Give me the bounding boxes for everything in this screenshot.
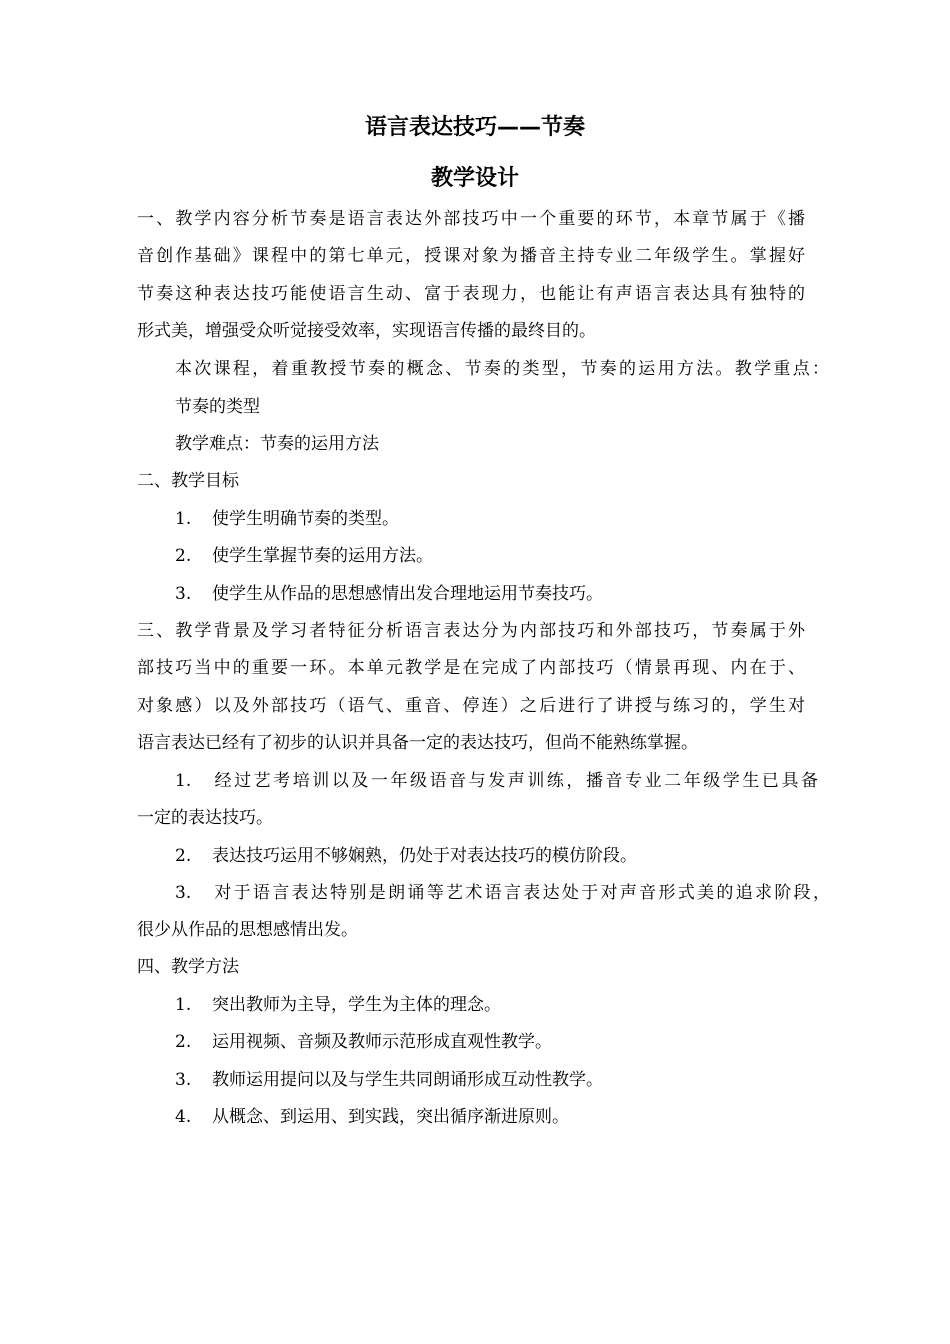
section1-para2-line-1: 本次课程，着重教授节奏的概念、节奏的类型，节奏的运用方法。教学重点： <box>175 359 829 379</box>
section3-item-3-continued: 很少从作品的思想感情出发。 <box>137 920 358 940</box>
document-title: 语言表达技巧——节奏 <box>364 115 585 140</box>
section2-heading: 二、教学目标 <box>137 471 239 491</box>
item-text: 经过艺考培训以及一年级语音与发声训练，播音专业二年级学生已具备 <box>212 771 818 791</box>
section2-item-3 <box>175 582 603 606</box>
document-subtitle: 教学设计 <box>430 166 519 191</box>
section3-item-1-continued: 一定的表达技巧。 <box>137 808 273 828</box>
item-number: 3. <box>175 883 192 903</box>
section4-item-4 <box>175 1105 569 1129</box>
section3-line-2: 部技巧当中的重要一环。本单元教学是在完成了内部技巧（情景再现、内在于、 <box>137 658 805 678</box>
item-number: 4. <box>175 1107 192 1127</box>
item-number: 1. <box>175 995 192 1015</box>
item-text: 表达技巧运用不够娴熟，仍处于对表达技巧的模仿阶段。 <box>212 846 637 866</box>
item-number: 2. <box>175 546 192 566</box>
item-number: 3. <box>175 1070 192 1090</box>
section3-item-3 <box>175 881 830 905</box>
item-text: 对于语言表达特别是朗诵等艺术语言表达处于对声音形式美的追求阶段， <box>212 883 830 903</box>
section3-item-1 <box>175 769 818 793</box>
item-text: 使学生明确节奏的类型。 <box>212 509 399 529</box>
item-number: 3. <box>175 584 192 604</box>
item-number: 1. <box>175 771 192 791</box>
item-text: 使学生从作品的思想感情出发合理地运用节奏技巧。 <box>212 584 603 604</box>
section2-item-2 <box>175 544 433 568</box>
item-number: 2. <box>175 846 192 866</box>
section4-item-1 <box>175 993 501 1017</box>
item-text: 突出教师为主导，学生为主体的理念。 <box>212 995 501 1015</box>
section4-item-3 <box>175 1068 603 1092</box>
section3-item-2 <box>175 844 637 868</box>
item-text: 从概念、到运用、到实践，突出循序渐进原则。 <box>212 1107 569 1127</box>
section3-line-1: 三、教学背景及学习者特征分析语言表达分为内部技巧和外部技巧，节奏属于外 <box>137 621 805 641</box>
item-text: 运用视频、音频及教师示范形成直观性教学。 <box>212 1032 552 1052</box>
section1-line-4: 形式美，增强受众听觉接受效率，实现语言传播的最终目的。 <box>137 321 596 341</box>
section1-para2-line-2: 节奏的类型 <box>175 397 260 417</box>
section4-item-2 <box>175 1030 552 1054</box>
section1-line-1: 一、教学内容分析节奏是语言表达外部技巧中一个重要的环节，本章节属于《播 <box>137 209 805 229</box>
section2-item-1 <box>175 507 399 531</box>
section4-heading: 四、教学方法 <box>137 957 239 977</box>
section3-line-3: 对象感）以及外部技巧（语气、重音、停连）之后进行了讲授与练习的，学生对 <box>137 696 805 716</box>
item-number: 1. <box>175 509 192 529</box>
section1-line-2: 音创作基础》课程中的第七单元，授课对象为播音主持专业二年级学生。掌握好 <box>137 246 805 266</box>
section1-line-3: 节奏这种表达技巧能使语言生动、富于表现力，也能让有声语言表达具有独特的 <box>137 284 805 304</box>
section3-line-4: 语言表达已经有了初步的认识并具备一定的表达技巧，但尚不能熟练掌握。 <box>137 733 698 753</box>
section1-para2-line-3: 教学难点：节奏的运用方法 <box>175 434 379 454</box>
item-text: 使学生掌握节奏的运用方法。 <box>212 546 433 566</box>
item-number: 2. <box>175 1032 192 1052</box>
item-text: 教师运用提问以及与学生共同朗诵形成互动性教学。 <box>212 1070 603 1090</box>
